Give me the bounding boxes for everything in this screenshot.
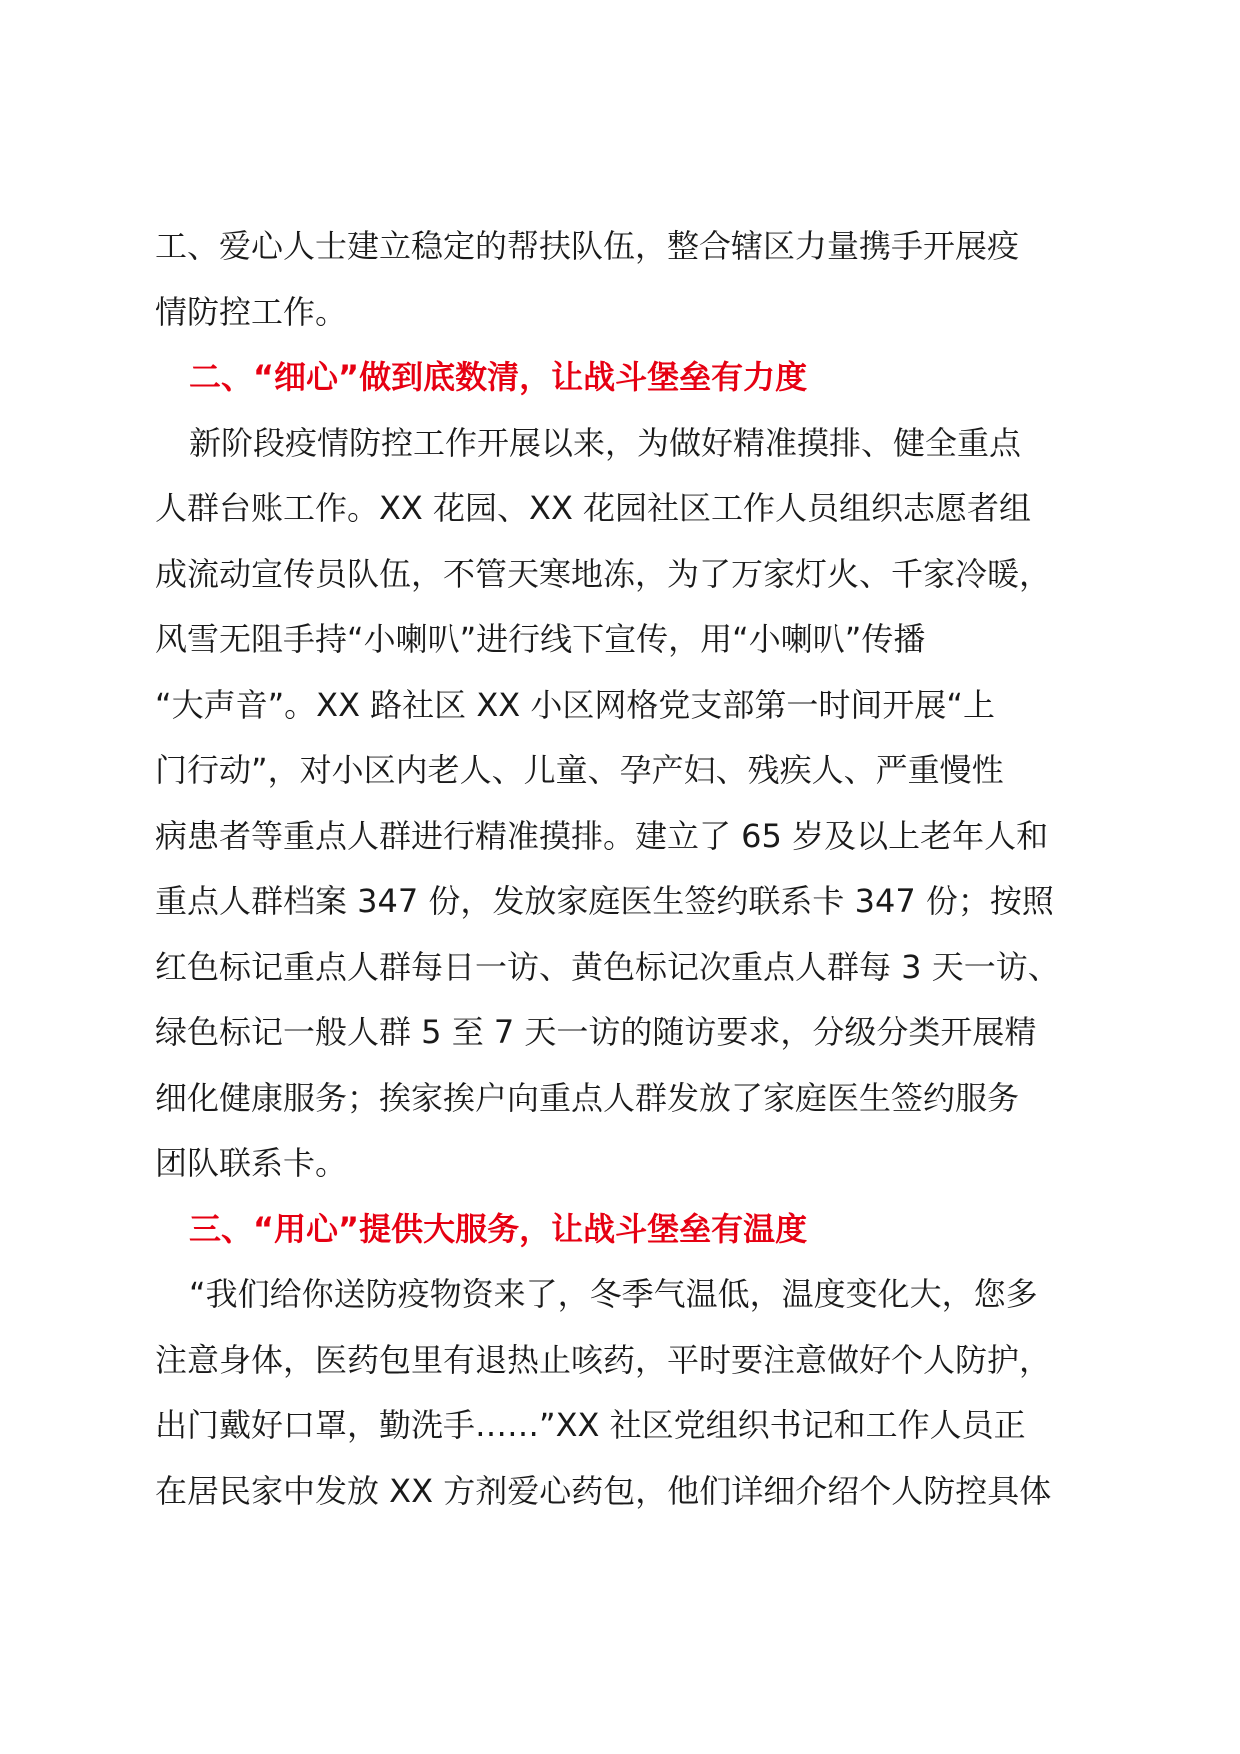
paragraph-line: 绿色标记一般人群 5 至 7 天一访的随访要求，分级分类开展精 <box>155 1013 1037 1051</box>
paragraph-line: 门行动”，对小区内老人、儿童、孕产妇、残疾人、严重慢性 <box>155 751 1004 789</box>
paragraph-line: 在居民家中发放 XX 方剂爱心药包，他们详细介绍个人防控具体 <box>155 1471 1052 1510</box>
paragraph-line: 成流动宣传员队伍，不管天寒地冻，为了万家灯火、千家冷暖， <box>155 554 1052 593</box>
paragraph-line: 工、爱心人士建立稳定的帮扶队伍，整合辖区力量携手开展疫 <box>155 227 1020 265</box>
paragraph-line: “我们给你送防疫物资来了，冬季气温低，温度变化大，您多 <box>189 1275 1038 1313</box>
paragraph-line: 情防控工作。 <box>155 292 348 331</box>
paragraph-line: 新阶段疫情防控工作开展以来，为做好精准摸排、健全重点 <box>189 423 1022 462</box>
paragraph-line: 细化健康服务；挨家挨户向重点人群发放了家庭医生签约服务 <box>155 1078 1020 1117</box>
paragraph-line: 风雪无阻手持“小喇叭”进行线下宣传，用“小喇叭”传播 <box>155 620 926 658</box>
paragraph-line: 病患者等重点人群进行精准摸排。建立了 65 岁及以上老年人和 <box>155 816 1049 855</box>
paragraph-line: 团队联系卡。 <box>155 1144 348 1182</box>
paragraph-line: 重点人群档案 347 份，发放家庭医生签约联系卡 347 份；按照 <box>155 882 1054 920</box>
document-body <box>155 214 1090 1524</box>
paragraph-line: 红色标记重点人群每日一访、黄色标记次重点人群每 3 天一访、 <box>155 947 1060 986</box>
paragraph-line: “大声音”。XX 路社区 XX 小区网格党支部第一时间开展“上 <box>155 685 995 724</box>
section-heading: 二、“细心”做到底数清，让战斗堡垒有力度 <box>189 358 808 396</box>
paragraph-line: 人群台账工作。XX 花园、XX 花园社区工作人员组织志愿者组 <box>155 489 1032 527</box>
paragraph-line: 注意身体，医药包里有退热止咳药，平时要注意做好个人防护， <box>155 1340 1052 1379</box>
paragraph-line: 出门戴好口罩，勤洗手……”XX 社区党组织书记和工作人员正 <box>155 1406 1026 1444</box>
section-heading: 三、“用心”提供大服务，让战斗堡垒有温度 <box>189 1209 808 1248</box>
